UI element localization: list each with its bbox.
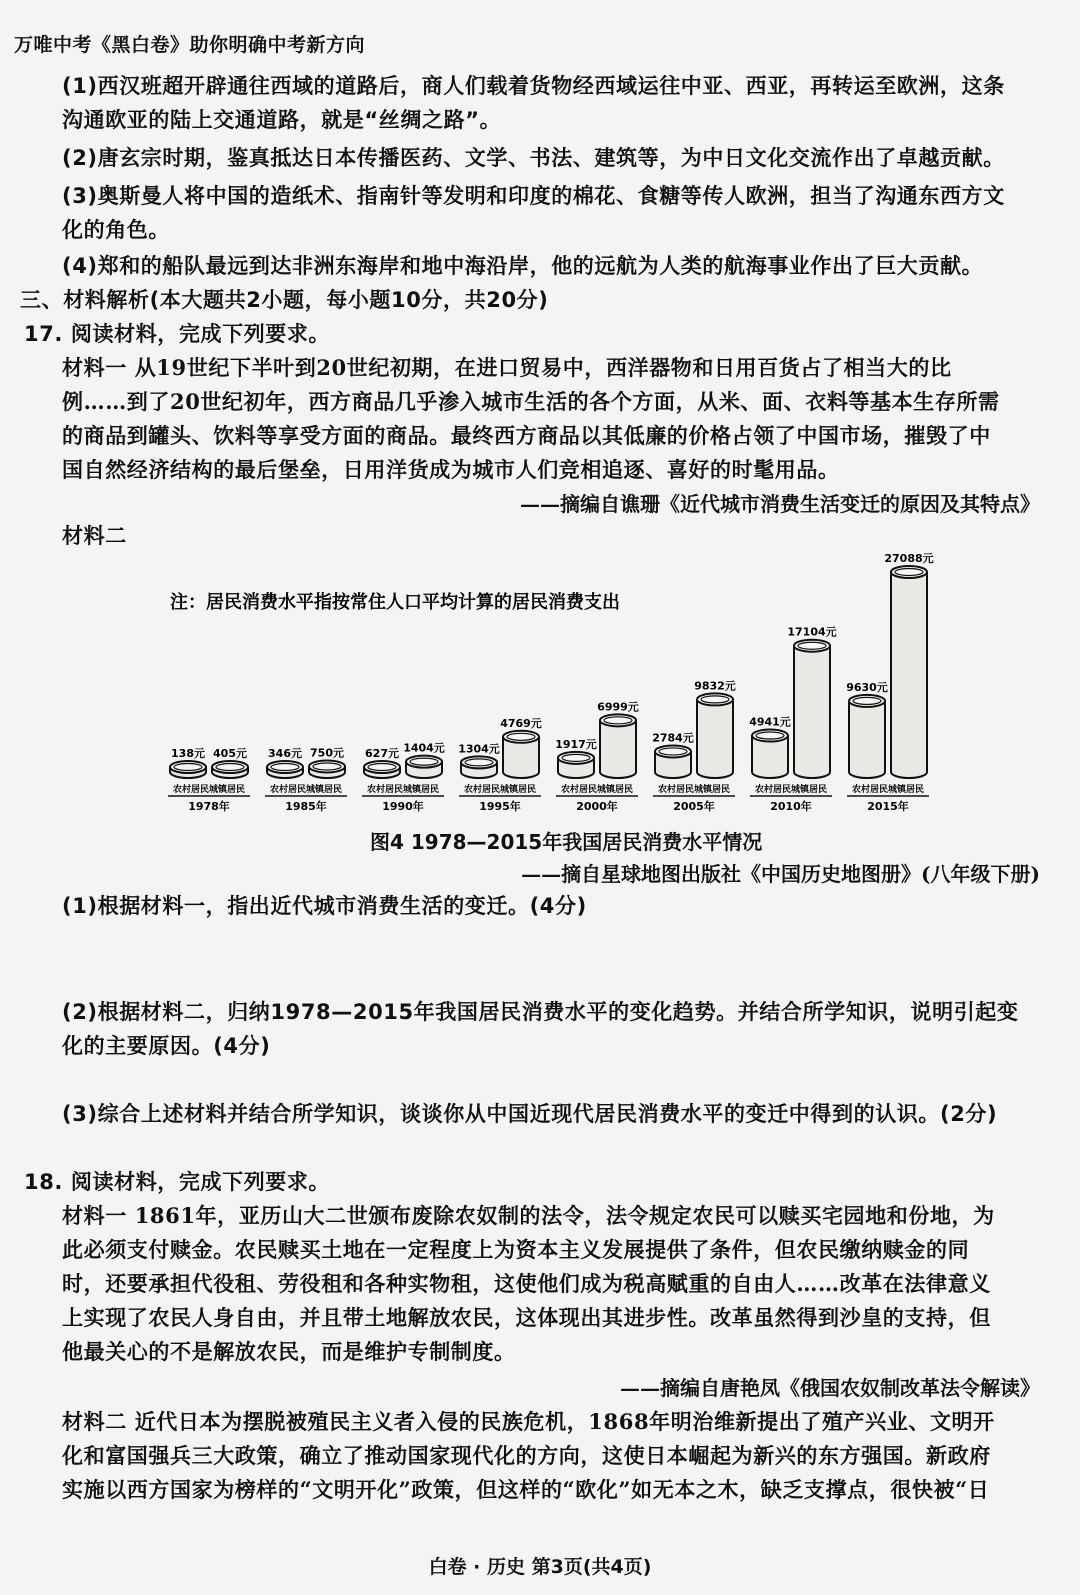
q17-title: 17. 阅读材料，完成下列要求。 <box>24 322 331 346</box>
value-label: 346元 <box>268 747 302 760</box>
q16-answer-line: (2)唐玄宗时期，鉴真抵达日本传播医药、文学、书法、建筑等，为中日文化交流作出了卓越贡献。 <box>62 146 1005 170</box>
year-tick-label: 1990年 <box>382 800 424 813</box>
cylinder-top <box>267 761 303 773</box>
year-tick-label: 1995年 <box>479 800 521 813</box>
cylinder-top <box>309 760 345 772</box>
year-tick-label: 1985年 <box>285 800 327 813</box>
group-label: 农村居民城镇居民 <box>851 785 925 795</box>
page-header: 万唯中考《黑白卷》助你明确中考新方向 <box>14 34 366 56</box>
value-label: 27088元 <box>884 552 934 565</box>
cylinder-top <box>503 731 539 743</box>
q17-question: 化的主要原因。(4分) <box>62 1034 271 1058</box>
cylinder-top <box>170 761 206 773</box>
year-tick-label: 2010年 <box>770 800 812 813</box>
value-label: 405元 <box>213 747 247 760</box>
cylinder-top <box>406 756 442 768</box>
cylinder-bar-urban <box>697 699 733 778</box>
cylinder-bar-rural <box>849 701 885 778</box>
q17-material1-line: 例……到了20世纪初年，西方商品几乎渗入城市生活的各个方面，从米、面、衣料等基本生存所需 <box>62 389 1000 414</box>
group-label: 农村居民城镇居民 <box>463 785 537 795</box>
section-title: 三、材料解析(本大题共2小题，每小题10分，共20分) <box>20 288 549 312</box>
q17-material1-line: 材料一 从19世纪下半叶到20世纪初期，在进口贸易中，西洋器物和日用百货占了相当大的比 <box>62 355 952 380</box>
q16-answer-line: 化的角色。 <box>62 218 170 242</box>
year-tick-label: 1978年 <box>188 800 230 813</box>
q18-material1-line: 他最关心的不是解放农民，而是维护专制制度。 <box>62 1339 516 1364</box>
q17-material1-source: ——摘编自谯珊《近代城市消费生活变迁的原因及其特点》 <box>520 492 1040 516</box>
q18-title: 18. 阅读材料，完成下列要求。 <box>24 1170 331 1194</box>
q17-material1-line: 国自然经济结构的最后堡垒，日用洋货成为城市人们竞相追逐、喜好的时髦用品。 <box>62 457 840 482</box>
q17-material2-source: ——摘自星球地图出版社《中国历史地图册》(八年级下册) <box>521 862 1040 886</box>
q18-material1-line: 上实现了农民人身自由，并且带土地解放农民，这体现出其进步性。改革虽然得到沙皇的支持，但 <box>62 1305 991 1330</box>
value-label: 627元 <box>365 747 399 760</box>
q18-material2-line: 化和富国强兵三大政策，确立了推动国家现代化的方向，这使日本崛起为新兴的东方强国。新政府 <box>62 1443 991 1468</box>
cylinder-top <box>461 756 497 768</box>
cylinder-top <box>600 714 636 726</box>
value-label: 9832元 <box>694 679 736 693</box>
q17-question: (2)根据材料二，归纳1978—2015年我国居民消费水平的变化趋势。并结合所学知识，说明引起变 <box>62 1000 1019 1024</box>
group-label: 农村居民城镇居民 <box>657 785 731 795</box>
q18-material1-source: ——摘编自唐艳凤《俄国农奴制改革法令解读》 <box>620 1376 1040 1400</box>
cylinder-top <box>891 566 927 578</box>
q17-material1-line: 的商品到罐头、饮料等享受方面的商品。最终西方商品以其低廉的价格占领了中国市场，摧毁了中 <box>62 423 991 448</box>
cylinder-top <box>655 745 691 757</box>
q18-material2-line: 材料二 近代日本为摆脱被殖民主义者入侵的民族危机，1868年明治维新提出了殖产兴业、文明开 <box>62 1409 995 1434</box>
q18-material1-line: 此必须支付赎金。农民赎买土地在一定程度上为资本主义发展提供了条件，但农民缴纳赎金的同 <box>62 1237 970 1262</box>
q18-material2-line: 实施以西方国家为榜样的“文明开化”政策，但这样的“欧化”如无本之木，缺乏支撑点，很快被“日 <box>62 1477 990 1502</box>
value-label: 9630元 <box>846 680 888 694</box>
cylinder-top <box>849 695 885 707</box>
value-label: 1917元 <box>555 737 597 751</box>
group-label: 农村居民城镇居民 <box>754 785 828 795</box>
cylinder-top <box>558 752 594 764</box>
year-tick-label: 2015年 <box>867 800 909 813</box>
q16-answer-line: 沟通欧亚的陆上交通道路，就是“丝绸之路”。 <box>62 108 502 132</box>
value-label: 6999元 <box>597 700 639 714</box>
consumption-chart <box>150 552 970 830</box>
q17-material2-label: 材料二 <box>62 524 127 548</box>
value-label: 750元 <box>310 746 344 760</box>
value-label: 1404元 <box>403 741 445 755</box>
q18-material1-line: 时，还要承担代役租、劳役租和各种实物租，这使他们成为税高赋重的自由人……改革在法律意义 <box>62 1271 991 1296</box>
group-label: 农村居民城镇居民 <box>269 785 343 795</box>
cylinder-top <box>212 761 248 773</box>
q16-answer-line: (1)西汉班超开辟通往西域的道路后，商人们载着货物经西域运往中亚、西亚，再转运至欧洲，这条 <box>62 74 1005 98</box>
cylinder-top <box>794 640 830 652</box>
year-tick-label: 2005年 <box>673 800 715 813</box>
q16-answer-line: (4)郑和的船队最远到达非洲东海岸和地中海沿岸，他的远航为人类的航海事业作出了巨大贡献。 <box>62 254 984 278</box>
value-label: 138元 <box>171 747 205 760</box>
q18-material1-line: 材料一 1861年，亚历山大二世颁布废除农奴制的法令，法令规定农民可以赎买宅园地和份地，为 <box>62 1203 995 1228</box>
group-label: 农村居民城镇居民 <box>172 785 246 795</box>
cylinder-top <box>697 693 733 705</box>
group-label: 农村居民城镇居民 <box>366 785 440 795</box>
page-footer: 白卷 · 历史 第3页(共4页) <box>428 1556 652 1578</box>
year-tick-label: 2000年 <box>576 800 618 813</box>
value-label: 17104元 <box>787 625 837 639</box>
value-label: 4941元 <box>749 715 791 729</box>
cylinder-bar-urban <box>794 646 830 778</box>
value-label: 1304元 <box>458 742 500 756</box>
value-label: 4769元 <box>500 716 542 730</box>
chart-note: 注：居民消费水平指按常住人口平均计算的居民消费支出 <box>170 592 620 613</box>
q17-question: (1)根据材料一，指出近代城市消费生活的变迁。(4分) <box>62 894 587 918</box>
q16-answer-line: (3)奥斯曼人将中国的造纸术、指南针等发明和印度的棉花、食糖等传人欧洲，担当了沟通东西方文 <box>62 184 1005 208</box>
cylinder-top <box>752 730 788 742</box>
cylinder-top <box>364 761 400 773</box>
cylinder-bar-urban <box>891 572 927 778</box>
q17-question: (3)综合上述材料并结合所学知识，谈谈你从中国近现代居民消费水平的变迁中得到的认识。(2分) <box>62 1102 998 1126</box>
group-label: 农村居民城镇居民 <box>560 785 634 795</box>
figure-caption: 图4 1978—2015年我国居民消费水平情况 <box>370 830 763 854</box>
value-label: 2784元 <box>652 731 694 745</box>
cylinder-bar-urban <box>600 720 636 778</box>
